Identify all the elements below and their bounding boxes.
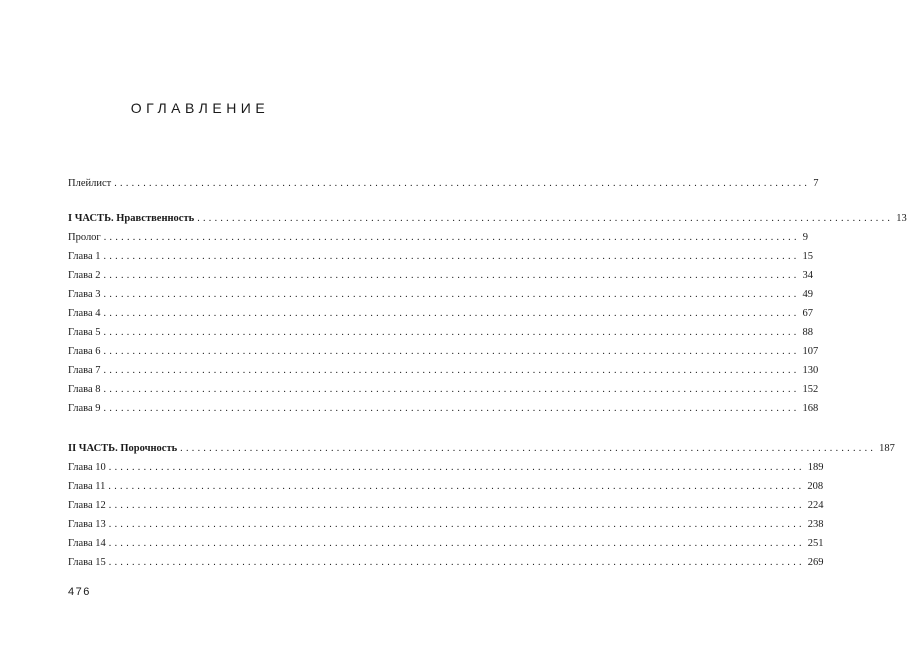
- toc-entry-label: Глава 7: [68, 365, 101, 376]
- toc-part-2-title: [68, 439, 895, 458]
- dot-leader: ........................................................................................................................: [180, 443, 877, 454]
- toc-entry: [68, 534, 824, 553]
- toc-entry: [68, 380, 819, 399]
- dot-leader: ........................................................................................................................: [103, 403, 800, 414]
- toc-entry: [68, 323, 814, 342]
- toc-entry-page: 34: [802, 270, 814, 281]
- toc-part-page: 13: [896, 213, 907, 224]
- toc-entry-label: Глава 2: [68, 270, 101, 281]
- dot-leader: ........................................................................................................................: [103, 327, 800, 338]
- dot-leader: ........................................................................................................................: [197, 213, 894, 224]
- toc-entry: [68, 266, 814, 285]
- toc-entry-label: Глава 5: [68, 327, 101, 338]
- toc-entry-page: 189: [807, 462, 824, 473]
- toc-entry-label: Глава 13: [68, 519, 106, 530]
- toc-entry-label: Глава 3: [68, 289, 101, 300]
- toc-entry: [68, 553, 824, 572]
- toc-entry: [68, 496, 824, 515]
- toc-entry-playlist: [68, 174, 819, 193]
- toc-entry-page: 15: [802, 251, 814, 262]
- dot-leader: ........................................................................................................................: [108, 462, 805, 473]
- toc-entry-page: 67: [802, 308, 814, 319]
- toc-entry-page: 107: [802, 346, 819, 357]
- dot-leader: ........................................................................................................................: [108, 519, 805, 530]
- toc-entry-label: Глава 10: [68, 462, 106, 473]
- toc-entry-label: Глава 12: [68, 500, 106, 511]
- toc-entry-page: 9: [802, 232, 808, 243]
- toc-entry-label: Глава 1: [68, 251, 101, 262]
- dot-leader: ........................................................................................................................: [103, 346, 800, 357]
- toc-entry-page: 224: [807, 500, 824, 511]
- toc-part-1-entries: [68, 228, 819, 418]
- toc-entry-page: 251: [807, 538, 824, 549]
- toc-part-label: I ЧАСТЬ. Нравственность: [68, 213, 195, 224]
- section-spacer: [68, 193, 356, 209]
- toc-entry: [68, 477, 824, 496]
- toc-entry-label: Глава 4: [68, 308, 101, 319]
- toc-entry-label: Глава 15: [68, 557, 106, 568]
- dot-leader: ........................................................................................................................: [114, 178, 811, 189]
- dot-leader: ........................................................................................................................: [103, 232, 800, 243]
- dot-leader: ........................................................................................................................: [108, 557, 805, 568]
- toc-entry-label: Глава 14: [68, 538, 106, 549]
- toc-entry: [68, 247, 814, 266]
- dot-leader: ........................................................................................................................: [103, 384, 800, 395]
- toc-part-1-title: [68, 209, 907, 228]
- toc-part-page: 187: [879, 443, 895, 454]
- toc-entry-page: 49: [802, 289, 814, 300]
- toc-entry: [68, 361, 819, 380]
- toc-entry-label: Глава 11: [68, 481, 106, 492]
- toc-entry: [68, 342, 819, 361]
- dot-leader: ........................................................................................................................: [103, 251, 800, 262]
- dot-leader: ........................................................................................................................: [108, 500, 805, 511]
- toc-entry-page: 269: [807, 557, 824, 568]
- toc-entry: [68, 458, 824, 477]
- toc-entry-label: Плейлист: [68, 178, 112, 189]
- dot-leader: ........................................................................................................................: [103, 365, 800, 376]
- dot-leader: ........................................................................................................................: [108, 481, 805, 492]
- toc-heading: ОГЛАВЛЕНИЕ: [130, 100, 270, 116]
- toc-entry: [68, 228, 808, 247]
- toc-entry: [68, 515, 824, 534]
- toc-entry-label: Глава 8: [68, 384, 101, 395]
- toc-entry-label: Пролог: [68, 232, 101, 243]
- toc-entry-label: Глава 9: [68, 403, 101, 414]
- dot-leader: ........................................................................................................................: [108, 538, 805, 549]
- toc-entry-page: 130: [802, 365, 819, 376]
- toc-entry-page: 7: [813, 178, 819, 189]
- toc-entry-page: 238: [807, 519, 824, 530]
- toc-entry: [68, 285, 814, 304]
- dot-leader: ........................................................................................................................: [103, 270, 800, 281]
- table-of-contents: [68, 174, 907, 572]
- toc-entry-label: Глава 6: [68, 346, 101, 357]
- dot-leader: ........................................................................................................................: [103, 289, 800, 300]
- toc-part-2-entries: [68, 458, 824, 572]
- page-number: 476: [68, 586, 91, 598]
- toc-entry: [68, 304, 814, 323]
- toc-entry-page: 152: [802, 384, 819, 395]
- section-spacer: [68, 418, 356, 439]
- dot-leader: ........................................................................................................................: [103, 308, 800, 319]
- toc-entry-page: 88: [802, 327, 814, 338]
- toc-entry: [68, 399, 819, 418]
- toc-part-label: II ЧАСТЬ. Порочность: [68, 443, 178, 454]
- toc-entry-page: 168: [802, 403, 819, 414]
- toc-entry-page: 208: [807, 481, 824, 492]
